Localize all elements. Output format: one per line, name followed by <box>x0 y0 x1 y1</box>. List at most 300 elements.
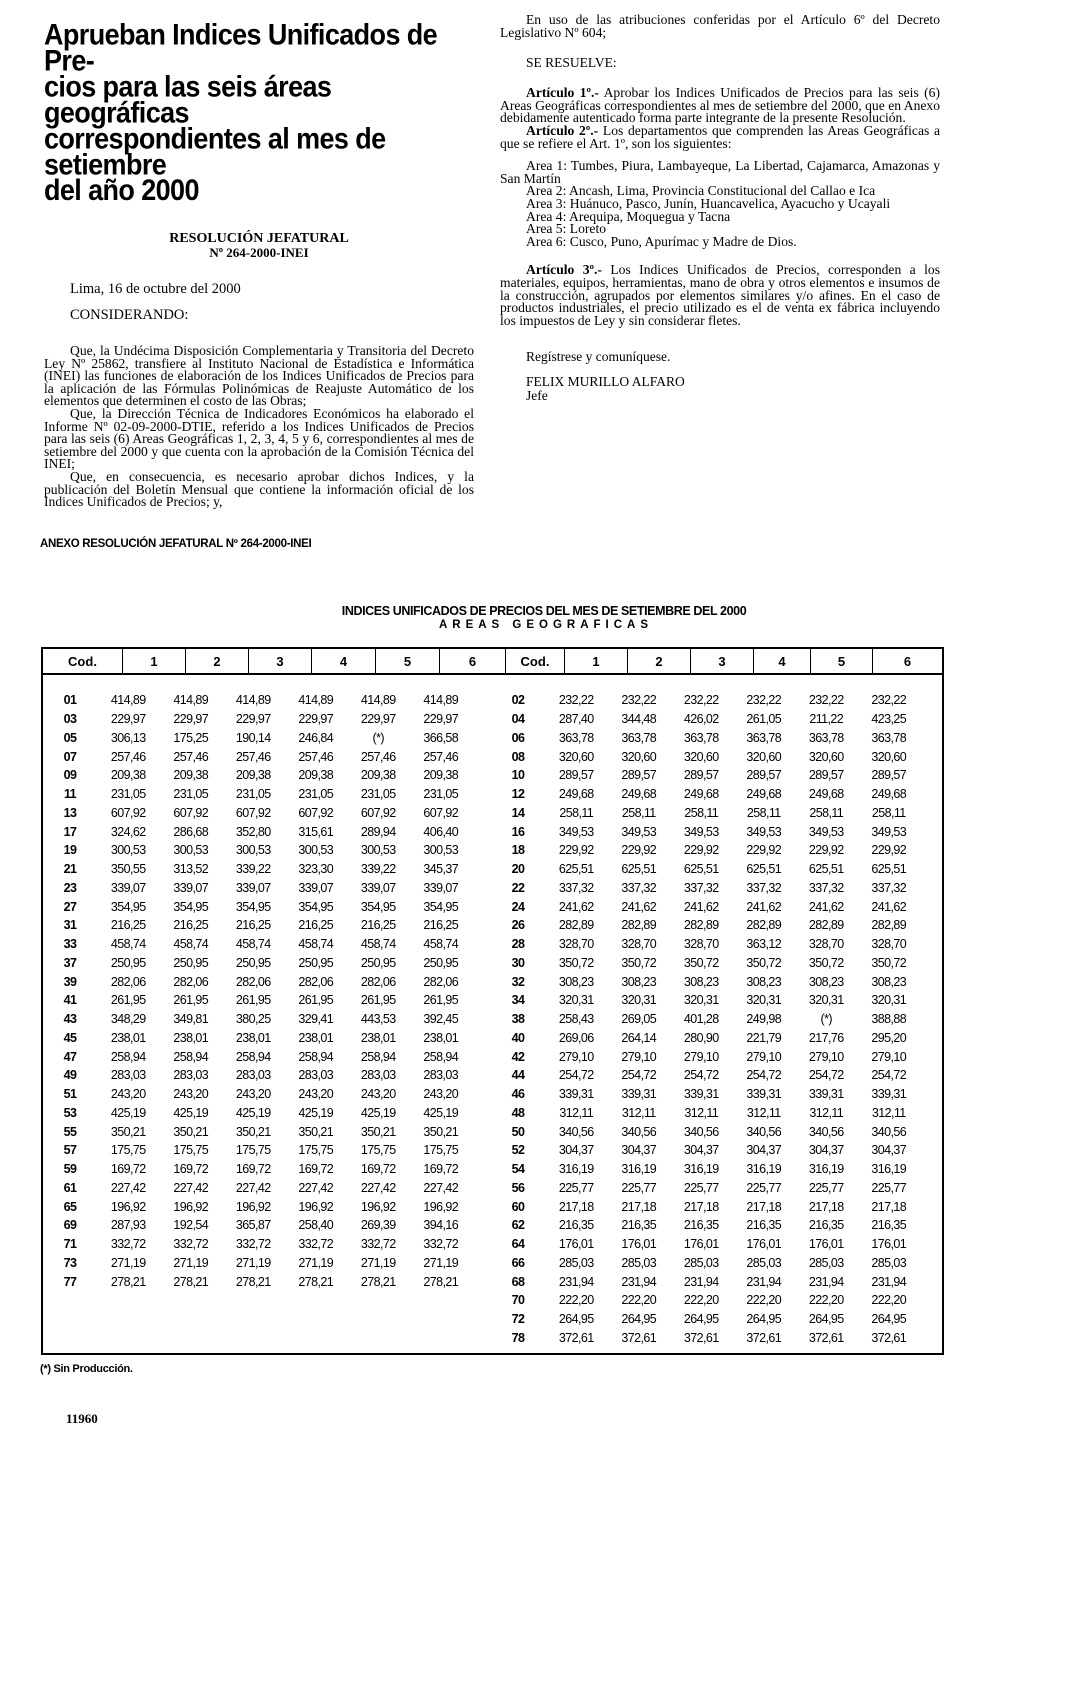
index-value-cell: 282,06 <box>235 974 271 989</box>
considerando-paragraph: Que, en consecuencia, es necesario aprobar dichos Indices, y la publicación del Boletín Mensual que contiene la información oficial de los Indices Unificados de Precios; y, <box>44 468 474 510</box>
index-value-cell: 209,38 <box>173 768 209 783</box>
index-value-cell: 349,53 <box>683 824 719 839</box>
column-header: 1 <box>123 649 186 673</box>
articulo-1-text: Aprobar los Indices Unificados de Precios para las seis (6) Areas Geográficas correspondientes al mes de setiembre del 2000, que en Anexo debidamente autenticado forma parte integrante de la presente Resolución. <box>500 85 940 126</box>
index-value-cell: 271,19 <box>235 1255 271 1270</box>
table-row <box>491 1216 920 1235</box>
table-row <box>43 691 472 710</box>
index-value-cell: 261,95 <box>235 993 271 1008</box>
index-value-cell: 278,21 <box>173 1274 209 1289</box>
index-value-cell: 176,01 <box>871 1237 907 1252</box>
index-value-cell: 232,22 <box>683 693 719 708</box>
index-value-cell: 222,20 <box>621 1293 657 1308</box>
index-value-cell: 216,25 <box>235 918 271 933</box>
table-row <box>491 1272 920 1291</box>
resolution-title: RESOLUCIÓN JEFATURAL <box>169 231 349 246</box>
index-value-cell: 250,95 <box>173 955 209 970</box>
index-value-cell: 300,53 <box>173 843 209 858</box>
index-value-cell: 285,03 <box>871 1255 907 1270</box>
table-row <box>491 1310 920 1329</box>
resolution-number: Nº 264-2000-INEI <box>209 245 309 260</box>
index-value-cell: 350,21 <box>235 1124 271 1139</box>
index-value-cell: 372,61 <box>558 1330 594 1345</box>
code-cell: 78 <box>511 1330 525 1345</box>
index-value-cell: 278,21 <box>298 1274 334 1289</box>
index-value-cell: 328,70 <box>621 937 657 952</box>
index-value-cell: 339,31 <box>746 1087 782 1102</box>
index-value-cell: 304,37 <box>746 1143 782 1158</box>
index-value-cell: 238,01 <box>110 1030 146 1045</box>
index-value-cell: 328,70 <box>558 937 594 952</box>
index-value-cell: 425,19 <box>110 1105 146 1120</box>
index-value-cell: 243,20 <box>173 1087 209 1102</box>
index-value-cell: 340,56 <box>621 1124 657 1139</box>
index-value-cell: 217,18 <box>871 1199 907 1214</box>
articulo-3-text: Los Indices Unificados de Precios, corresponden a los materiales, equipos, herramientas, mano de obra y otros elementos e insumos de la construcción, agrupados por elementos similares y/o afines. En el caso de productos industriales, el precio utilizado es el de venta ex fábrica incluyendo los impuestos de Ley y sin considerar fletes. <box>500 262 940 328</box>
index-value-cell: 238,01 <box>173 1030 209 1045</box>
index-value-cell: 271,19 <box>110 1255 146 1270</box>
code-cell: 23 <box>63 880 77 895</box>
index-value-cell: 229,92 <box>871 843 907 858</box>
index-value-cell: 426,02 <box>683 712 719 727</box>
table-row <box>491 991 920 1010</box>
index-value-cell: 280,90 <box>683 1030 719 1045</box>
column-header: 1 <box>565 649 628 673</box>
code-cell: 44 <box>511 1068 525 1083</box>
index-value-cell: 339,31 <box>683 1087 719 1102</box>
index-value-cell: 282,06 <box>423 974 459 989</box>
table-row <box>491 1291 920 1310</box>
index-value-cell: 279,10 <box>621 1049 657 1064</box>
index-value-cell: 222,20 <box>871 1293 907 1308</box>
code-cell: 38 <box>511 1012 525 1027</box>
index-value-cell: 269,39 <box>360 1218 396 1233</box>
index-value-cell: 607,92 <box>173 805 209 820</box>
index-value-cell: 254,72 <box>746 1068 782 1083</box>
code-cell: 62 <box>511 1218 525 1233</box>
table-header-row <box>43 647 942 675</box>
index-value-cell: 264,95 <box>621 1312 657 1327</box>
index-value-cell: 308,23 <box>871 974 907 989</box>
index-value-cell: 625,51 <box>746 862 782 877</box>
index-value-cell: 216,25 <box>298 918 334 933</box>
code-cell: 30 <box>511 955 525 970</box>
index-value-cell: 254,72 <box>683 1068 719 1083</box>
code-cell: 52 <box>511 1143 525 1158</box>
index-value-cell: 258,11 <box>746 805 781 820</box>
table-row <box>43 710 472 729</box>
index-value-cell: 258,11 <box>621 805 656 820</box>
index-value-cell: 231,05 <box>173 787 209 802</box>
index-value-cell: 216,25 <box>110 918 146 933</box>
index-value-cell: 261,95 <box>360 993 396 1008</box>
table-row <box>491 841 920 860</box>
headline-line: correspondientes al mes de setiembre <box>44 122 386 181</box>
table-row <box>491 972 920 991</box>
index-value-cell: 241,62 <box>746 899 782 914</box>
index-value-cell: 320,31 <box>683 993 719 1008</box>
index-value-cell: 283,03 <box>298 1068 334 1083</box>
table-row <box>491 1160 920 1179</box>
code-cell: 04 <box>511 712 525 727</box>
index-value-cell: 254,72 <box>621 1068 657 1083</box>
index-value-cell: 196,92 <box>235 1199 271 1214</box>
index-value-cell: 332,72 <box>235 1237 271 1252</box>
index-value-cell: 225,77 <box>871 1180 907 1195</box>
index-value-cell: 216,35 <box>746 1218 782 1233</box>
index-value-cell: 261,95 <box>298 993 334 1008</box>
index-value-cell: 349,53 <box>808 824 844 839</box>
index-value-cell: 258,43 <box>558 1012 594 1027</box>
index-value-cell: 300,53 <box>298 843 334 858</box>
table-row <box>491 1085 920 1104</box>
code-cell: 06 <box>511 730 525 745</box>
footnote: (*) Sin Producción. <box>40 1363 133 1375</box>
index-value-cell: 300,53 <box>360 843 396 858</box>
index-value-cell: 458,74 <box>173 937 209 952</box>
index-value-cell: 312,11 <box>621 1105 656 1120</box>
index-value-cell: 238,01 <box>235 1030 271 1045</box>
code-cell: 26 <box>511 918 525 933</box>
index-value-cell: 372,61 <box>683 1330 719 1345</box>
index-value-cell: 196,92 <box>298 1199 334 1214</box>
index-value-cell: 282,89 <box>683 918 719 933</box>
index-value-cell: 300,53 <box>235 843 271 858</box>
code-cell: 07 <box>63 749 77 764</box>
code-cell: 21 <box>63 862 77 877</box>
headline <box>44 18 474 207</box>
index-value-cell: 304,37 <box>621 1143 657 1158</box>
index-value-cell: 350,72 <box>808 955 844 970</box>
index-value-cell: 328,70 <box>871 937 907 952</box>
code-cell: 51 <box>63 1087 77 1102</box>
index-value-cell: 169,72 <box>235 1162 271 1177</box>
index-value-cell: 458,74 <box>298 937 334 952</box>
index-value-cell: 227,42 <box>423 1180 459 1195</box>
code-cell: 12 <box>511 787 525 802</box>
index-value-cell: 225,77 <box>746 1180 782 1195</box>
table-row <box>43 766 472 785</box>
index-value-cell: 350,21 <box>173 1124 209 1139</box>
index-value-cell: 175,25 <box>173 730 209 745</box>
index-value-cell: 320,31 <box>808 993 844 1008</box>
table-row <box>491 1329 920 1348</box>
index-value-cell: 414,89 <box>110 693 146 708</box>
table-row <box>43 841 472 860</box>
index-value-cell: 249,98 <box>746 1012 782 1027</box>
articulo-3 <box>500 264 940 327</box>
index-value-cell: 320,31 <box>871 993 907 1008</box>
index-value-cell: 264,14 <box>621 1030 657 1045</box>
considerando-paragraph: Que, la Dirección Técnica de Indicadores Económicos ha elaborado el Informe Nº 02-09-2000-DTIE, referido a los Indices Unificados de Precios para las seis (6) Areas Geográficas 1, 2, 3, 4, 5 y 6, correspondientes al mes de setiembre del 2000 y que cuenta con la aprobación de la Comisión Técnica del INEI; <box>44 405 474 472</box>
index-value-cell: 225,77 <box>621 1180 657 1195</box>
index-value-cell: 243,20 <box>235 1087 271 1102</box>
index-value-cell: 339,31 <box>871 1087 907 1102</box>
index-value-cell: 337,32 <box>683 880 719 895</box>
index-value-cell: 354,95 <box>110 899 146 914</box>
column-header: 4 <box>754 649 811 673</box>
code-cell: 55 <box>63 1124 77 1139</box>
articulo-2-label: Artículo 2º.- <box>526 122 599 138</box>
index-value-cell: 249,68 <box>683 787 719 802</box>
index-value-cell: 209,38 <box>110 768 146 783</box>
articulo-3-label: Artículo 3º.- <box>526 262 602 278</box>
index-value-cell: 363,78 <box>871 730 907 745</box>
table-row <box>491 1235 920 1254</box>
index-value-cell: 227,42 <box>110 1180 146 1195</box>
index-value-cell: 258,94 <box>298 1049 334 1064</box>
index-value-cell: 175,75 <box>235 1143 271 1158</box>
index-value-cell: 316,19 <box>746 1162 782 1177</box>
index-value-cell: 261,05 <box>746 712 782 727</box>
index-value-cell: 217,18 <box>621 1199 657 1214</box>
index-value-cell: 380,25 <box>235 1012 271 1027</box>
index-value-cell: 312,11 <box>559 1105 594 1120</box>
index-value-cell: 340,56 <box>558 1124 594 1139</box>
index-value-cell: 257,46 <box>423 749 459 764</box>
index-value-cell: 312,11 <box>809 1105 844 1120</box>
index-value-cell: 363,78 <box>808 730 844 745</box>
table-row <box>491 1122 920 1141</box>
code-cell: 33 <box>63 937 77 952</box>
code-cell: 46 <box>511 1087 525 1102</box>
index-value-cell: 222,20 <box>808 1293 844 1308</box>
index-value-cell: 229,97 <box>235 712 271 727</box>
table-row <box>491 785 920 804</box>
code-cell: 34 <box>511 993 525 1008</box>
considerando-paragraph: Que, la Undécima Disposición Complementaria y Transitoria del Decreto Ley Nº 25862, transfiere al Instituto Nacional de Estadística e Informática (INEI) las funciones de elaboración de los Indices Unificados de Precios para la aplicación de las Fórmulas Polinómicas de Reajuste Automático de los elementos que determinen el costo de las Obras; <box>44 343 474 409</box>
index-value-cell: 211,22 <box>809 712 844 727</box>
index-value-cell: 222,20 <box>558 1293 594 1308</box>
index-value-cell: 300,53 <box>110 843 146 858</box>
index-value-cell: 306,13 <box>110 730 146 745</box>
index-value-cell: 414,89 <box>360 693 396 708</box>
index-value-cell: 425,19 <box>173 1105 209 1120</box>
index-value-cell: 250,95 <box>235 955 271 970</box>
index-value-cell: 196,92 <box>110 1199 146 1214</box>
index-value-cell: 231,05 <box>298 787 334 802</box>
index-value-cell: 241,62 <box>683 899 719 914</box>
index-value-cell: 231,94 <box>558 1274 594 1289</box>
code-cell: 59 <box>63 1162 77 1177</box>
index-value-cell: 423,25 <box>871 712 907 727</box>
code-cell: 39 <box>63 974 77 989</box>
code-cell: 22 <box>511 880 525 895</box>
column-header: 2 <box>628 649 691 673</box>
code-cell: 20 <box>511 862 525 877</box>
index-value-cell: 332,72 <box>298 1237 334 1252</box>
index-value-cell: 282,06 <box>298 974 334 989</box>
index-value-cell: 169,72 <box>110 1162 146 1177</box>
index-value-cell: 278,21 <box>360 1274 396 1289</box>
index-value-cell: 257,46 <box>235 749 271 764</box>
index-value-cell: 283,03 <box>173 1068 209 1083</box>
index-value-cell: 271,19 <box>423 1255 459 1270</box>
index-value-cell: 414,89 <box>298 693 334 708</box>
index-value-cell: 271,19 <box>360 1255 396 1270</box>
index-value-cell: 257,46 <box>360 749 396 764</box>
table-row <box>491 1010 920 1029</box>
index-value-cell: 279,10 <box>871 1049 907 1064</box>
index-value-cell: 339,07 <box>110 880 146 895</box>
index-value-cell: 365,87 <box>235 1218 271 1233</box>
code-cell: 28 <box>511 937 525 952</box>
code-cell: 48 <box>511 1105 525 1120</box>
index-value-cell: 169,72 <box>173 1162 209 1177</box>
index-value-cell: 217,18 <box>683 1199 719 1214</box>
index-value-cell: 329,41 <box>298 1012 334 1027</box>
index-value-cell: 285,03 <box>746 1255 782 1270</box>
headline-line: Aprueban Indices Unificados de Pre- <box>44 18 438 78</box>
index-value-cell: 285,03 <box>808 1255 844 1270</box>
code-cell: 68 <box>511 1274 525 1289</box>
index-value-cell: 349,81 <box>173 1012 209 1027</box>
index-value-cell: 258,94 <box>173 1049 209 1064</box>
index-value-cell: 231,94 <box>871 1274 907 1289</box>
index-value-cell: 229,97 <box>360 712 396 727</box>
index-value-cell: 289,57 <box>746 768 782 783</box>
code-cell: 50 <box>511 1124 525 1139</box>
index-value-cell: 350,55 <box>110 862 146 877</box>
table-row <box>491 916 920 935</box>
index-value-cell: 257,46 <box>173 749 209 764</box>
index-value-cell: 229,92 <box>558 843 594 858</box>
code-cell: 01 <box>63 693 77 708</box>
code-cell: 02 <box>511 693 525 708</box>
table-row <box>43 879 472 898</box>
index-value-cell: 229,92 <box>746 843 782 858</box>
index-value-cell: 344,48 <box>621 712 657 727</box>
index-value-cell: 261,95 <box>110 993 146 1008</box>
table-row <box>43 729 472 748</box>
area-item: Area 4: Arequipa, Moquegua y Tacna <box>526 208 731 224</box>
index-value-cell: 175,75 <box>423 1143 459 1158</box>
index-value-cell: 238,01 <box>360 1030 396 1045</box>
index-value-cell: 320,60 <box>558 749 594 764</box>
code-cell: 11 <box>63 787 76 802</box>
index-value-cell: 340,56 <box>871 1124 907 1139</box>
index-value-cell: 289,57 <box>683 768 719 783</box>
index-value-cell: 169,72 <box>360 1162 396 1177</box>
index-value-cell: 282,89 <box>808 918 844 933</box>
index-value-cell: 316,19 <box>808 1162 844 1177</box>
index-value-cell: 282,89 <box>746 918 782 933</box>
se-resuelve-heading: SE RESUELVE: <box>526 55 617 71</box>
index-value-cell: 323,30 <box>298 862 334 877</box>
index-value-cell: 232,22 <box>871 693 907 708</box>
code-cell: 69 <box>63 1218 77 1233</box>
code-cell: 70 <box>511 1293 525 1308</box>
index-value-cell: 625,51 <box>808 862 844 877</box>
index-value-cell: 308,23 <box>621 974 657 989</box>
code-cell: 73 <box>63 1255 77 1270</box>
index-value-cell: 350,21 <box>110 1124 146 1139</box>
index-value-cell: 283,03 <box>110 1068 146 1083</box>
index-value-cell: 258,94 <box>235 1049 271 1064</box>
index-value-cell: 304,37 <box>558 1143 594 1158</box>
table-row <box>43 1047 472 1066</box>
index-value-cell: 350,72 <box>621 955 657 970</box>
index-value-cell: 250,95 <box>423 955 459 970</box>
column-header: Cod. <box>43 649 123 673</box>
index-value-cell: 372,61 <box>621 1330 657 1345</box>
index-value-cell: 258,11 <box>871 805 906 820</box>
index-value-cell: 425,19 <box>423 1105 459 1120</box>
index-value-cell: 443,53 <box>360 1012 396 1027</box>
table-row <box>43 1104 472 1123</box>
index-value-cell: 607,92 <box>110 805 146 820</box>
index-value-cell: 271,19 <box>298 1255 334 1270</box>
index-value-cell: 249,68 <box>746 787 782 802</box>
index-value-cell: 607,92 <box>423 805 459 820</box>
table-row <box>43 1272 472 1291</box>
column-header: 4 <box>312 649 376 673</box>
index-value-cell: 337,32 <box>871 880 907 895</box>
index-value-cell: 337,32 <box>558 880 594 895</box>
code-cell: 49 <box>63 1068 77 1083</box>
index-value-cell: 254,72 <box>558 1068 594 1083</box>
column-header: 2 <box>186 649 249 673</box>
index-value-cell: 279,10 <box>746 1049 782 1064</box>
index-value-cell: 231,05 <box>235 787 271 802</box>
index-value-cell: 231,94 <box>746 1274 782 1289</box>
index-value-cell: 320,60 <box>621 749 657 764</box>
table-row <box>43 747 472 766</box>
index-value-cell: 209,38 <box>423 768 459 783</box>
index-value-cell: 328,70 <box>683 937 719 952</box>
index-value-cell: 295,20 <box>871 1030 907 1045</box>
index-value-cell: 324,62 <box>110 824 146 839</box>
column-header: 3 <box>249 649 312 673</box>
code-cell: 77 <box>63 1274 77 1289</box>
index-value-cell: 264,95 <box>683 1312 719 1327</box>
index-value-cell: 238,01 <box>298 1030 334 1045</box>
index-value-cell: 388,88 <box>871 1012 907 1027</box>
table-row <box>491 710 920 729</box>
index-value-cell: 339,07 <box>298 880 334 895</box>
code-cell: 72 <box>511 1312 525 1327</box>
index-value-cell: 394,16 <box>423 1218 459 1233</box>
index-value-cell: 229,97 <box>110 712 146 727</box>
left-text-column <box>44 18 474 510</box>
index-value-cell: 363,78 <box>621 730 657 745</box>
index-value-cell: 312,11 <box>871 1105 906 1120</box>
index-value-cell: 250,95 <box>110 955 146 970</box>
index-value-cell: 283,03 <box>360 1068 396 1083</box>
attributions-paragraph: En uso de las atribuciones conferidas por el Artículo 6º del Decreto Legislativo Nº 604; <box>500 12 940 40</box>
index-value-cell: 289,57 <box>871 768 907 783</box>
table-row <box>43 972 472 991</box>
table-row <box>491 879 920 898</box>
index-value-cell: 316,19 <box>871 1162 907 1177</box>
index-value-cell: 175,75 <box>360 1143 396 1158</box>
index-value-cell: 320,31 <box>621 993 657 1008</box>
index-value-cell: 282,89 <box>621 918 657 933</box>
index-value-cell: 246,84 <box>298 730 334 745</box>
code-cell: 60 <box>511 1199 525 1214</box>
index-value-cell: 175,75 <box>298 1143 334 1158</box>
index-value-cell: 257,46 <box>110 749 146 764</box>
index-value-cell: 349,53 <box>621 824 657 839</box>
index-value-cell: 229,92 <box>683 843 719 858</box>
index-value-cell: 196,92 <box>360 1199 396 1214</box>
code-cell: 61 <box>63 1180 77 1195</box>
index-value-cell: 258,40 <box>298 1218 334 1233</box>
table-row <box>491 1066 920 1085</box>
index-value-cell: 289,94 <box>360 824 396 839</box>
index-value-cell: 282,89 <box>558 918 594 933</box>
index-value-cell: 339,07 <box>235 880 271 895</box>
